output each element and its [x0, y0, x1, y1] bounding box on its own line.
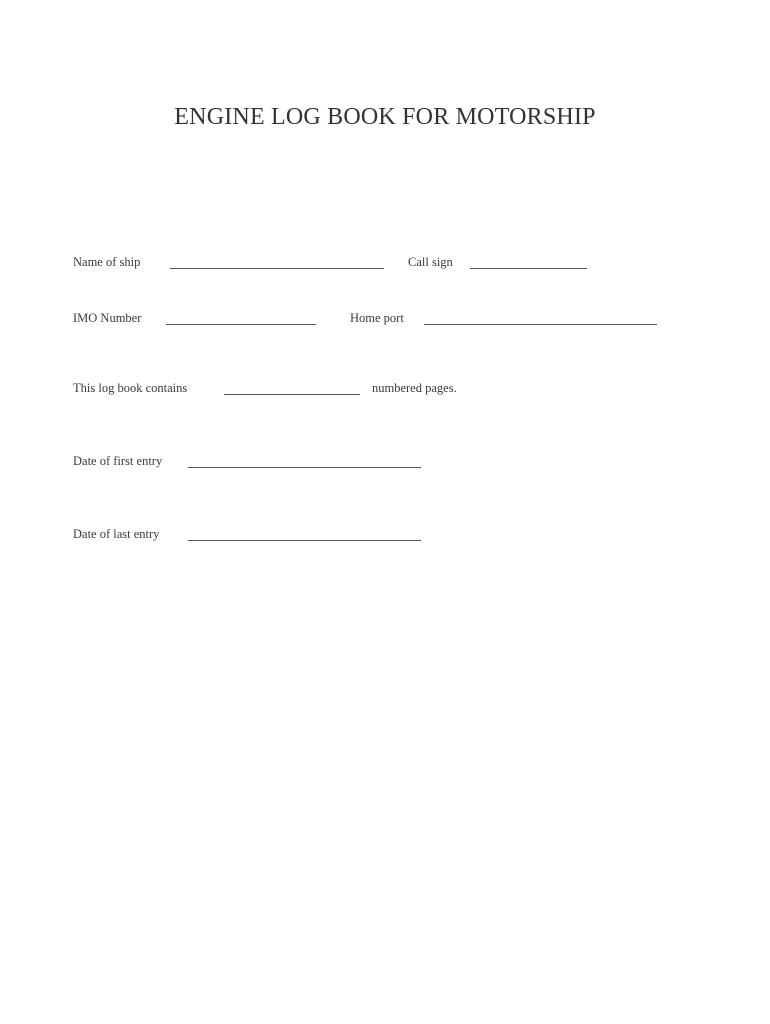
date-first-entry-field[interactable]	[188, 467, 421, 468]
pages-suffix-label: numbered pages.	[372, 381, 457, 395]
name-of-ship-field[interactable]	[170, 268, 384, 269]
date-last-entry-field[interactable]	[188, 540, 421, 541]
imo-number-field[interactable]	[166, 324, 316, 325]
imo-number-label: IMO Number	[73, 311, 142, 325]
call-sign-field[interactable]	[470, 268, 587, 269]
document-title: ENGINE LOG BOOK FOR MOTORSHIP	[174, 104, 596, 130]
date-last-entry-label: Date of last entry	[73, 527, 160, 541]
home-port-field[interactable]	[424, 324, 657, 325]
home-port-label: Home port	[350, 311, 404, 325]
call-sign-label: Call sign	[408, 255, 453, 269]
name-of-ship-label: Name of ship	[73, 255, 141, 269]
date-first-entry-label: Date of first entry	[73, 454, 163, 468]
pages-prefix-label: This log book contains	[73, 381, 188, 395]
page-count-field[interactable]	[224, 394, 360, 395]
